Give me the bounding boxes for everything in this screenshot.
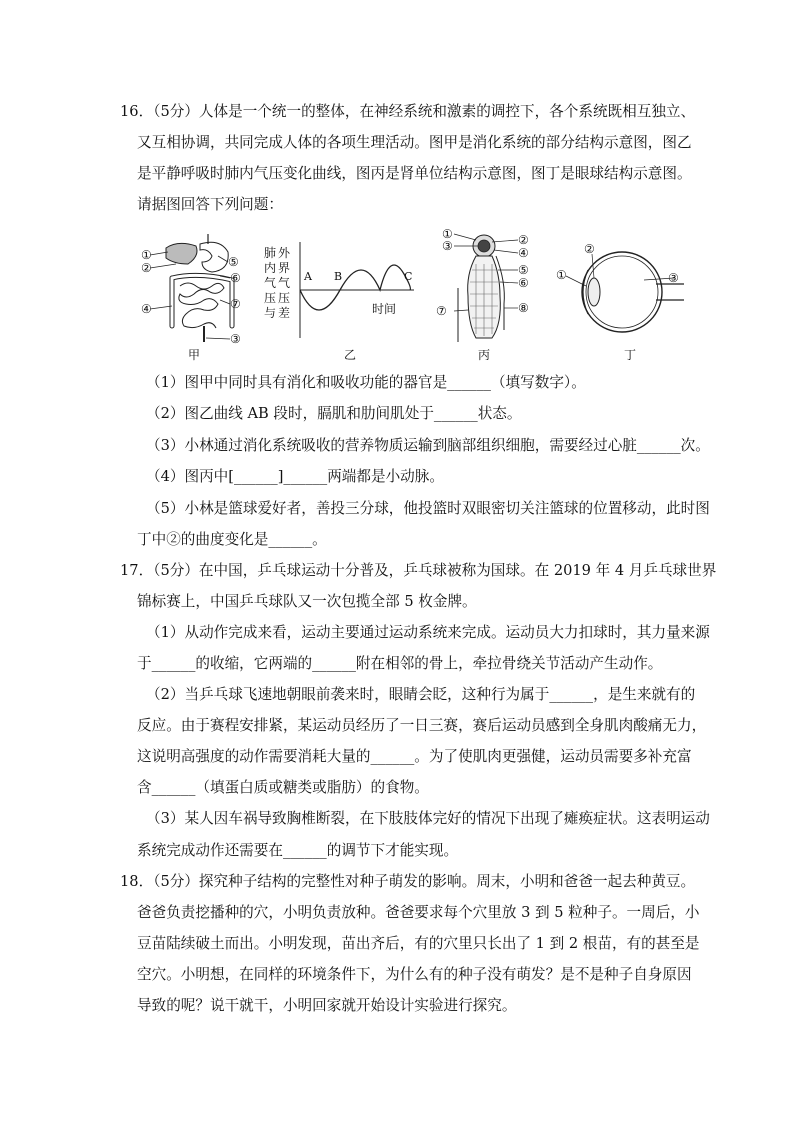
figure-yi-pressure-curve <box>262 240 422 364</box>
yi-ylabel-char: 气 <box>264 276 277 290</box>
q16-line-3: 是平静呼吸时肺内气压变化曲线，图丙是肾单位结构示意图，图丁是眼球结构示意图。 <box>137 165 692 182</box>
yi-ylabel-char: 与 <box>264 306 277 320</box>
yi-ylabel-left <box>264 246 276 321</box>
yi-caption: 乙 <box>343 348 356 362</box>
jia-label-2: ② <box>141 261 152 275</box>
yi-ylabel-char: 肺 <box>264 246 277 260</box>
jia-label-4: ④ <box>141 302 152 316</box>
jia-label-6: ⑥ <box>230 271 241 285</box>
yi-ylabel-char: 界 <box>278 261 291 275</box>
eyeball-diagram <box>552 240 692 344</box>
q16-sub-5b: 丁中②的曲度变化是______。 <box>137 531 327 548</box>
q16-sub-2: （2）图乙曲线 AB 段时，膈肌和肋间肌处于______状态。 <box>146 405 522 422</box>
yi-xlabel: 时间 <box>372 302 397 316</box>
q16-sub-3: （3）小林通过消化系统吸收的营养物质运输到脑部组织细胞，需要经过心脏______次。 <box>146 437 710 454</box>
yi-ylabel-char: 压 <box>278 291 291 305</box>
q17-line-8: 含______（填蛋白质或糖类或脂肪）的食物。 <box>137 779 429 796</box>
bing-label-3: ③ <box>442 239 453 253</box>
q18-line-3: 豆苗陆续破土而出。小明发现，苗出齐后，有的穴里只长出了 1 到 2 根苗，有的甚至是 <box>137 935 700 952</box>
q16-line-1: 16．（5分）人体是一个统一的整体，在神经系统和激素的调控下，各个系统既相互独立、 <box>120 103 696 120</box>
bing-label-2: ② <box>518 233 529 247</box>
yi-point-b: B <box>334 270 343 283</box>
bing-label-6: ⑥ <box>518 276 529 290</box>
q18-line-5: 导致的呢？说干就干，小明回家就开始设计实验进行探究。 <box>137 997 517 1014</box>
yi-point-a: A <box>304 270 312 283</box>
ding-label-1: ① <box>556 268 567 282</box>
q17-line-10: 系统完成动作还需要在______的调节下才能实现。 <box>137 842 459 859</box>
q17-line-6: 反应。由于赛程安排紧，某运动员经历了一日三赛，赛后运动员感到全身肌肉酸痛无力， <box>137 717 707 734</box>
ding-label-3: ③ <box>668 271 679 285</box>
q16-sub-1: （1）图甲中同时具有消化和吸收功能的器官是______（填写数字）。 <box>146 374 586 391</box>
q16-line-2: 又互相协调，共同完成人体的各项生理活动。图甲是消化系统的部分结构示意图，图乙 <box>137 134 692 151</box>
jia-label-5: ⑤ <box>228 255 239 269</box>
q17-line-5: （2）当乒乓球飞速地朝眼前袭来时，眼睛会眨，这种行为属于______，是生来就有的 <box>146 686 696 703</box>
jia-label-3: ③ <box>230 332 241 346</box>
pressure-curve-plot <box>292 240 422 350</box>
q16-sub-5a: （5）小林是篮球爱好者，善投三分球，他投篮时双眼密切关注篮球的位置移动，此时图 <box>146 500 710 517</box>
jia-label-1: ① <box>141 248 152 262</box>
q18-line-4: 空穴。小明想，在同样的环境条件下，为什么有的种子没有萌发？是不是种子自身原因 <box>137 966 692 983</box>
q17-line-1: 17．（5分）在中国，乒乓球运动十分普及，乒乓球被称为国球。在 2019 年 4 月乒乓球世界 <box>120 562 717 579</box>
q18-line-1: 18．（5分）探究种子结构的完整性对种子萌发的影响。周末，小明和爸爸一起去种黄豆。 <box>120 873 696 890</box>
q17-line-2: 锦标赛上，中国乒乓球队又一次包揽全部 5 枚金牌。 <box>137 593 477 610</box>
q17-line-3: （1）从动作完成来看，运动主要通过运动系统来完成。运动员大力扣球时，其力量来源 <box>146 624 710 641</box>
figure-bing-nephron <box>436 226 536 364</box>
yi-ylabel-char: 差 <box>278 306 291 320</box>
jia-caption: 甲 <box>187 348 200 362</box>
figure-jia-digestive <box>138 234 258 364</box>
q17-line-4: 于______的收缩，它两端的______附在相邻的骨上，牵拉骨绕关节活动产生动作。 <box>137 655 663 672</box>
yi-ylabel-char: 外 <box>278 246 291 260</box>
yi-ylabel-char: 压 <box>264 291 277 305</box>
bing-label-8: ⑧ <box>518 301 529 315</box>
jia-label-7: ⑦ <box>230 297 241 311</box>
q17-line-9: （3）某人因车祸导致胸椎断裂，在下肢肢体完好的情况下出现了瘫痪症状。这表明运动 <box>146 810 710 827</box>
q18-line-2: 爸爸负责挖播种的穴，小明负责放种。爸爸要求每个穴里放 3 到 5 粒种子。一周后，小 <box>137 904 700 921</box>
yi-ylabel-char: 内 <box>264 261 277 275</box>
ding-caption: 丁 <box>623 348 636 362</box>
bing-label-4: ④ <box>518 246 529 260</box>
bing-label-7: ⑦ <box>436 304 447 318</box>
figure-ding-eyeball <box>552 240 692 364</box>
bing-label-1: ① <box>442 227 453 241</box>
ding-label-2: ② <box>584 242 595 256</box>
q16-line-4: 请据图回答下列问题： <box>137 196 283 213</box>
bing-caption: 丙 <box>477 348 490 362</box>
q17-line-7: 这说明高强度的动作需要消耗大量的______。为了使肌肉更强健，运动员需要多补充富 <box>137 748 692 765</box>
bing-label-5: ⑤ <box>518 263 529 277</box>
q16-sub-4: （4）图丙中[______]______两端都是小动脉。 <box>146 468 444 485</box>
yi-ylabel-char: 气 <box>278 276 291 290</box>
yi-point-c: C <box>404 270 413 283</box>
yi-ylabel-right <box>278 246 290 321</box>
